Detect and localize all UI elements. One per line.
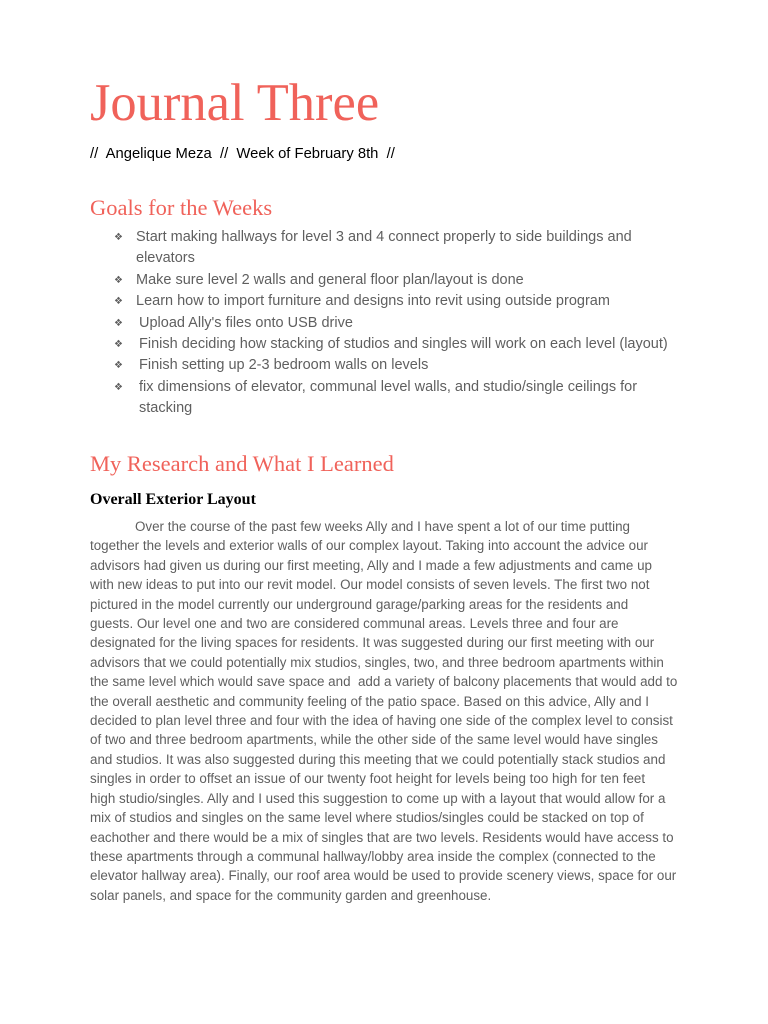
paragraph-line: these apartments through a communal hallway/lobby area inside the complex (connected to the <box>90 848 656 864</box>
goal-text: Learn how to import furniture and designs into revit using outside program <box>136 293 610 310</box>
paragraph-line: advisors had given us during our first meeting, Ally and I made a few adjustments and came up <box>90 557 652 573</box>
paragraph-line: pictured in the model currently our underground garage/parking areas for the residents and <box>90 596 629 612</box>
goals-list <box>114 227 680 420</box>
paragraph-line: and studios. It was also suggested during this meeting that we could potentially stack studios and <box>90 751 666 767</box>
paragraph-line: the same level which would save space and add a variety of balcony placements that would add to <box>90 674 678 690</box>
research-heading: My Research and What I Learned <box>90 451 394 476</box>
paragraph-line: of two and three bedroom apartments, while the other side of the same level would have singles <box>90 732 658 748</box>
paragraph-line: with new ideas to put into our revit model. Our model consists of seven levels. The first two not <box>90 577 650 593</box>
diamond-bullet-icon: ❖ <box>114 232 123 243</box>
diamond-bullet-icon: ❖ <box>114 274 123 286</box>
paragraph-line: high studio/singles. Ally and I used this suggestion to come up with a layout that would allow for a <box>90 790 666 806</box>
diamond-bullet-icon: ❖ <box>114 360 123 372</box>
paragraph-line: mix of studios and singles on the same level where studios/singles could be stacked on top of <box>90 810 644 826</box>
goal-text: Make sure level 2 walls and general floor plan/layout is done <box>136 271 524 288</box>
paragraph-line: guests. Our level one and two are considered communal areas. Levels three and four are <box>90 616 619 632</box>
paragraph-line: elevator hallway area). Finally, our roof area would be used to provide scenery views, space for our <box>90 868 677 884</box>
paragraph-line: eachother and there would be a mix of singles that are two levels. Residents would have access to <box>90 829 674 845</box>
paragraph-line: the overall aesthetic and community feeling of the patio space. Based on this advice, Ally and I <box>90 693 650 709</box>
list-item <box>114 291 680 312</box>
document-title: Journal Three <box>90 74 380 132</box>
diamond-bullet-icon: ❖ <box>114 339 123 351</box>
list-item <box>114 313 680 334</box>
section-subheading: Overall Exterior Layout <box>90 491 256 508</box>
paragraph-line: solar panels, and space for the community garden and greenhouse. <box>90 887 492 903</box>
goal-text: fix dimensions of elevator, communal level walls, and studio/single ceilings for stacking <box>139 378 638 417</box>
paragraph-line: designated for the living spaces for residents. It was suggested during our first meeting with our <box>90 635 655 651</box>
paragraph-line: Over the course of the past few weeks Ally and I have spent a lot of our time putting <box>135 519 630 534</box>
list-item <box>114 377 680 420</box>
list-item <box>114 270 680 291</box>
byline: // Angelique Meza // Week of February 8th // <box>90 146 395 162</box>
list-item <box>114 355 680 376</box>
diamond-bullet-icon: ❖ <box>114 296 123 308</box>
paragraph-line: decided to plan level three and four with the idea of having one side of the complex level to consist <box>90 713 673 729</box>
body-paragraph <box>90 517 690 905</box>
paragraph-line: singles in order to offset an issue of our twenty foot height for levels being too high for ten feet <box>90 771 646 787</box>
goal-text: Finish deciding how stacking of studios and singles will work on each level (layout) <box>139 336 668 353</box>
goal-text: Start making hallways for level 3 and 4 connect properly to side buildings and elevators <box>136 229 632 267</box>
goals-heading: Goals for the Weeks <box>90 195 273 220</box>
list-item <box>114 227 680 270</box>
diamond-bullet-icon: ❖ <box>114 381 123 393</box>
paragraph-line: advisors that we could potentially mix studios, singles, two, and three bedroom apartments within <box>90 654 664 670</box>
list-item <box>114 334 680 355</box>
goal-text: Upload Ally's files onto USB drive <box>139 314 353 331</box>
goal-text: Finish setting up 2-3 bedroom walls on levels <box>139 357 429 374</box>
diamond-bullet-icon: ❖ <box>114 317 123 329</box>
paragraph-line: together the levels and exterior walls of our complex layout. Taking into account the advice our <box>90 538 649 554</box>
